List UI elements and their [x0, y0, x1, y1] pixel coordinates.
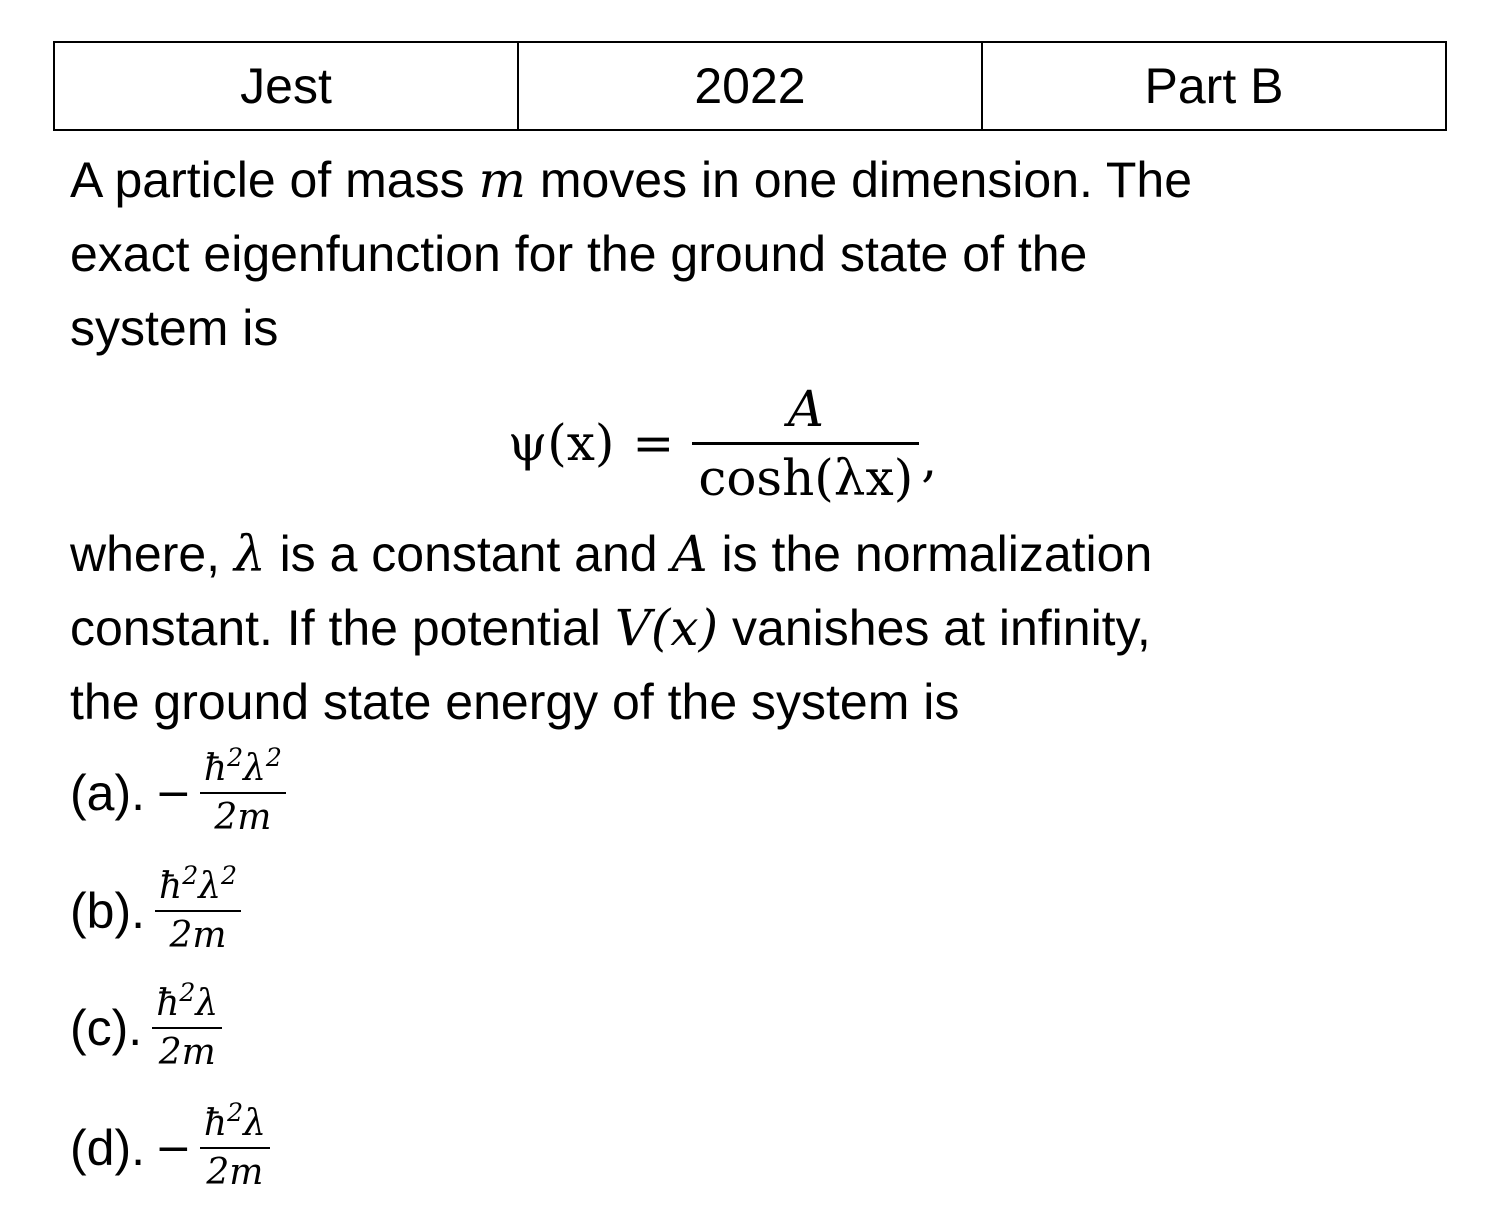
option-label: (d). [70, 1120, 145, 1176]
question-text: where, [70, 526, 234, 582]
exponent: 2 [221, 861, 238, 891]
option-denominator: 2m [169, 915, 227, 956]
header-table [53, 41, 1447, 131]
question-text: is the normalization [707, 526, 1153, 582]
option-fraction [200, 743, 286, 838]
hbar-symbol: ħ [159, 866, 183, 907]
equation-fraction [692, 380, 919, 507]
question-text: constant. If the potential [70, 600, 615, 656]
option-sign: − [155, 767, 192, 819]
option-b[interactable] [70, 861, 241, 956]
exponent: 2 [227, 743, 244, 773]
option-denominator: 2m [158, 1032, 216, 1073]
math-var-m: m [478, 151, 526, 209]
question-line-6: the ground state energy of the system is [70, 674, 960, 730]
option-label: (c). [70, 1000, 143, 1056]
lambda-symbol: λ [243, 748, 266, 789]
lambda-symbol: λ [195, 983, 219, 1024]
hbar-symbol: ħ [203, 748, 228, 789]
option-numerator [155, 861, 241, 910]
math-var-lambda: λ [233, 525, 266, 583]
exponent: 2 [265, 743, 282, 773]
fraction-denominator: cosh(λx) [698, 448, 914, 507]
equation-comma: , [921, 430, 938, 488]
question-text: moves in one dimension. The [525, 152, 1193, 208]
header-exam-name: Jest [54, 42, 518, 130]
option-denominator: 2m [214, 797, 272, 838]
equals-sign: = [632, 414, 675, 472]
option-numerator [200, 1098, 270, 1147]
lambda-symbol: λ [243, 1103, 266, 1144]
wavefunction-equation [508, 368, 937, 518]
exponent: 2 [227, 1098, 244, 1128]
fraction-numerator: A [787, 379, 824, 438]
option-sign: − [155, 1122, 192, 1174]
option-c[interactable] [70, 978, 222, 1073]
option-fraction [200, 1098, 270, 1193]
question-line-3: system is [70, 300, 279, 356]
option-label: (b). [70, 883, 145, 939]
question-line-5 [70, 599, 1151, 657]
question-text: vanishes at infinity, [718, 600, 1151, 656]
math-var-potential: V(x) [614, 599, 719, 657]
math-var-a: A [671, 525, 708, 583]
question-text: is a constant and [265, 526, 672, 582]
question-line-4 [70, 525, 1153, 583]
option-a[interactable] [70, 743, 286, 838]
exponent: 2 [179, 978, 196, 1008]
lambda-symbol: λ [198, 866, 222, 907]
question-line-2: exact eigenfunction for the ground state of the [70, 226, 1088, 282]
question-text: A particle of mass [70, 152, 479, 208]
option-fraction [152, 978, 222, 1073]
equation-lhs: ψ(x) [508, 414, 615, 472]
option-numerator [152, 978, 222, 1027]
question-line-1 [70, 151, 1193, 209]
option-label: (a). [70, 765, 145, 821]
option-denominator: 2m [206, 1152, 264, 1193]
option-numerator [200, 743, 286, 792]
hbar-symbol: ħ [203, 1103, 228, 1144]
hbar-symbol: ħ [156, 983, 180, 1024]
option-fraction [155, 861, 241, 956]
header-row [54, 42, 1446, 130]
header-part: Part B [982, 42, 1446, 130]
option-d[interactable] [70, 1098, 270, 1193]
exponent: 2 [182, 861, 199, 891]
header-year: 2022 [518, 42, 982, 130]
